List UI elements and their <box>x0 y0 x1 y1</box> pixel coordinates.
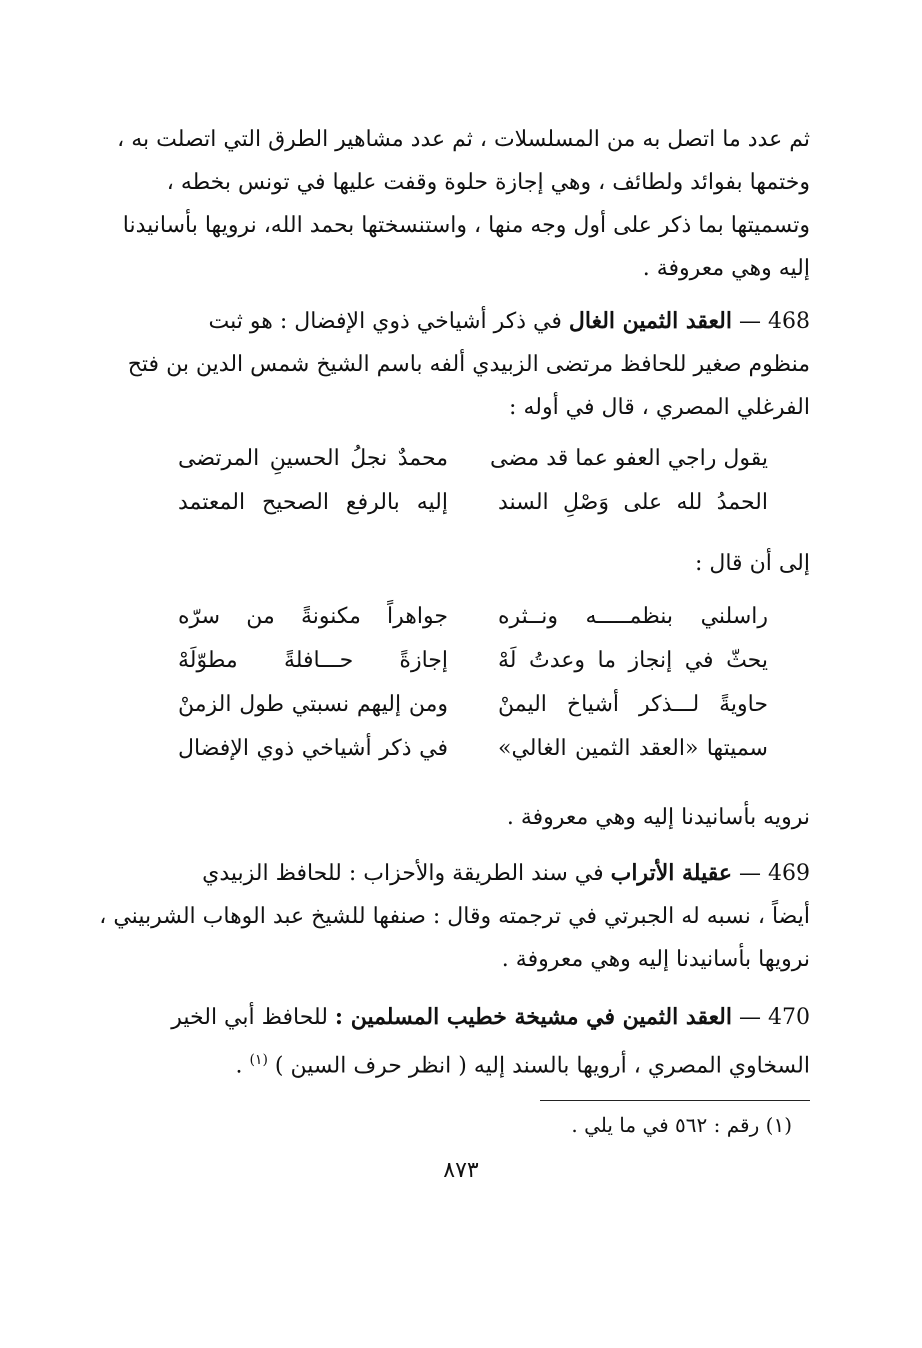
entry-470-second-line <box>135 1039 810 1082</box>
verse-hemistich-right: الحمدُ لله على وَصْلِ السند <box>498 489 768 515</box>
verse-hemistich-right: يقول راجي العفو عما قد مضى <box>490 445 768 471</box>
verse-hemistich-left: محمدٌ نجلُ الحسينِ المرتضى <box>178 445 448 471</box>
entry-469 <box>99 852 810 981</box>
verse-line <box>178 436 768 480</box>
text-line: نرويه بأسانيدنا إليه وهي معروفة . <box>506 805 810 830</box>
entry-470-first-line <box>135 996 810 1039</box>
text-line: الفرغلي المصري ، قال في أوله : <box>509 395 810 420</box>
entry-470 <box>135 996 810 1082</box>
entry-text: . <box>235 1053 243 1079</box>
entry-number: 469 <box>768 861 810 886</box>
verse-block-2 <box>178 594 768 770</box>
text-line: نرويها بأسانيدنا إليه وهي معروفة . <box>501 947 810 972</box>
footnote-divider <box>540 1100 810 1101</box>
verse-hemistich-right: حاويةً لـــذكر أشياخ اليمنْ <box>498 691 768 717</box>
footnote: (١) رقم : ٥٦٢ في ما يلي . <box>571 1113 792 1137</box>
entry-dash: — <box>739 861 761 886</box>
verse-hemistich-left: في ذكر أشياخي ذوي الإفضال <box>178 735 448 761</box>
text-line: إليه وهي معروفة . <box>642 256 810 281</box>
entry-468 <box>127 300 810 429</box>
verse-line <box>178 682 768 726</box>
verse-line <box>178 638 768 682</box>
verse-hemistich-left: إليه بالرفع الصحيح المعتمد <box>178 489 448 515</box>
text-line: منظوم صغير للحافظ مرتضى الزبيدي ألفه باسم الشيخ شمس الدين بن فتح <box>127 352 810 377</box>
entry-title: عقيلة الأتراب <box>610 860 732 886</box>
entry-number: 470 <box>768 1005 810 1030</box>
page-number: ٨٧٣ <box>443 1158 479 1183</box>
entry-number: 468 <box>768 309 810 334</box>
entry-text: السخاوي المصري ، أرويها بالسند إليه ( انظر حرف السين ) <box>274 1053 810 1079</box>
intro-paragraph <box>117 118 810 290</box>
entry-dash: — <box>739 1005 761 1030</box>
text-line: وختمها بفوائد ولطائف ، وهي إجازة حلوة وقفت عليها في تونس بخطه ، <box>166 170 810 195</box>
verse-hemistich-left: إجازةً حـــافلةً مطوّلَهْ <box>178 647 448 673</box>
verse-closing <box>135 796 810 839</box>
entry-title: العقد الثمين الغال <box>568 308 732 334</box>
verse-hemistich-right: سميتها «العقد الثمين الغالي» <box>498 735 768 761</box>
entry-468-first-line <box>135 300 810 343</box>
verse-hemistich-right: راسلني بنظمـــــه ونــثره <box>498 603 768 629</box>
transition-line <box>135 542 810 585</box>
text-line: ثم عدد ما اتصل به من المسلسلات ، ثم عدد مشاهير الطرق التي اتصلت به ، <box>117 127 810 152</box>
text-line: إلى أن قال : <box>694 551 810 576</box>
verse-hemistich-left: جواهراً مكنونةً من سرّه <box>178 603 448 629</box>
entry-text: في ذكر أشياخي ذوي الإفضال : هو ثبت <box>208 309 562 334</box>
entry-title: العقد الثمين في مشيخة خطيب المسلمين : <box>334 1004 732 1030</box>
verse-hemistich-left: ومن إليهم نسبتي طول الزمنْ <box>178 691 448 717</box>
verse-line <box>178 726 768 770</box>
verse-block-1 <box>178 436 768 524</box>
footnote-reference[interactable]: (١) <box>249 1052 268 1068</box>
entry-dash: — <box>739 309 761 334</box>
text-line: أيضاً ، نسبه له الجبرتي في ترجمته وقال : صنفها للشيخ عبد الوهاب الشربيني ، <box>99 904 810 929</box>
entry-text: في سند الطريقة والأحزاب : للحافظ الزبيدي <box>202 861 604 886</box>
verse-line <box>178 480 768 524</box>
verse-hemistich-right: يحثّ في إنجاز ما وعدتُ لَهْ <box>498 647 768 673</box>
text-line: وتسميتها بما ذكر على أول وجه منها ، واستنسختها بحمد الله، نرويها بأسانيدنا <box>122 213 810 238</box>
entry-469-first-line <box>135 852 810 895</box>
verse-line <box>178 594 768 638</box>
entry-text: للحافظ أبي الخير <box>171 1005 328 1030</box>
